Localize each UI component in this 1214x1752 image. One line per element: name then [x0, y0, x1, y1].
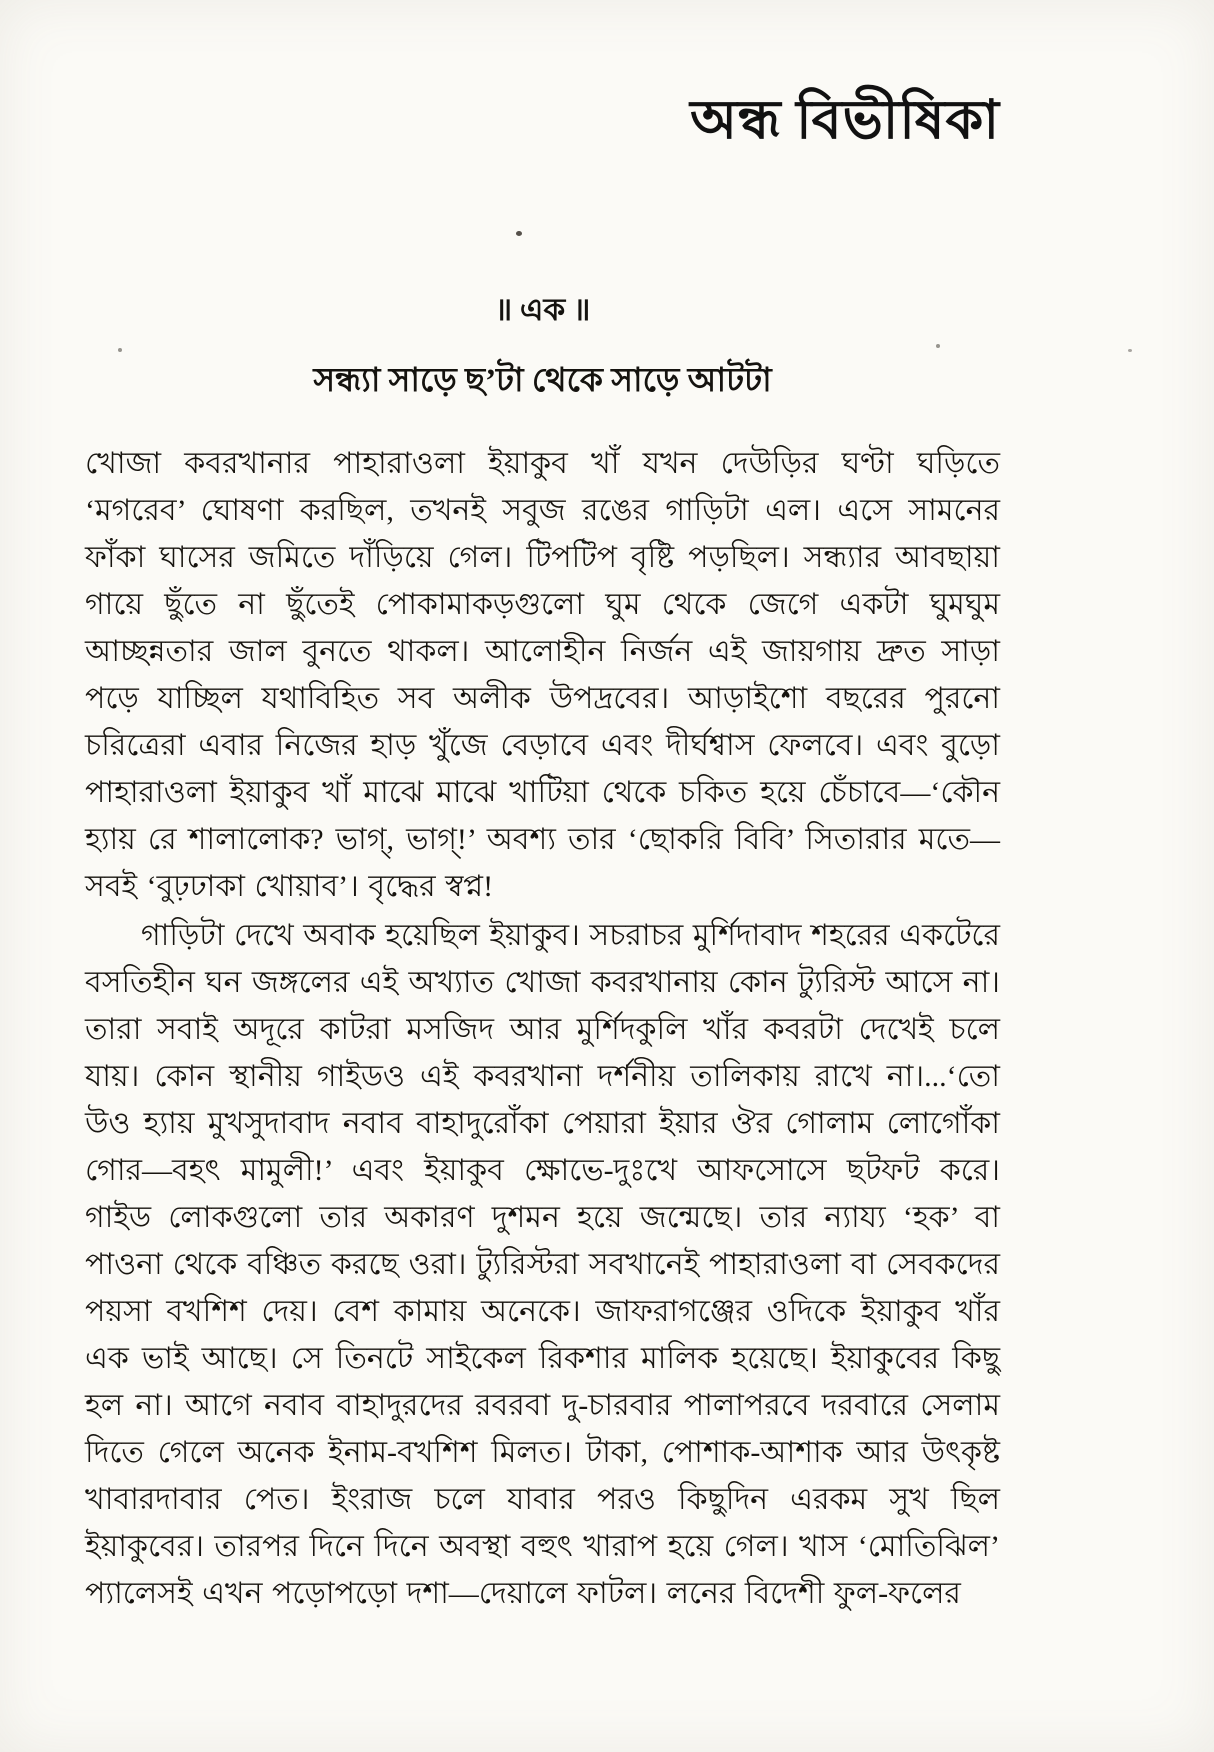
text-column — [85, 0, 1000, 1617]
section-number-marker: ॥ এক ॥ — [494, 292, 591, 327]
paragraph-1: খোজা কবরখানার পাহারাওলা ইয়াকুব খাঁ যখন দেউড়ির ঘণ্টা ঘড়িতে ‘মগরেব’ ঘোষণা করছিল, তখনই সবুজ রঙের গাড়িটা এল। এসে সামনের ফাঁকা ঘাসের জমিতে দাঁড়িয়ে গেল। টিপটিপ বৃষ্টি পড়ছিল। সন্ধ্যার আবছায়া গায়ে ছুঁতে না ছুঁতেই পোকামাকড়গুলো ঘুম থেকে জেগে একটা ঘুমঘুম আচ্ছন্নতার জাল বুনতে থাকল। আলোহীন নির্জন এই জায়গায় দ্রুত সাড়া পড়ে যাচ্ছিল যথাবিহিত সব অলীক উপদ্রবের। আড়াইশো বছরের পুরনো চরিত্রেরা এবার নিজের হাড় খুঁজে বেড়াবে এবং দীর্ঘশ্বাস ফেলবে। এবং বুড়ো পাহারাওলা ইয়াকুব খাঁ মাঝে মাঝে খাটিয়া থেকে চকিত হয়ে চেঁচাবে—‘কৌন হ্যায় রে শালালোক? ভাগ্‌, ভাগ্‌!’ অবশ্য তার ‘ছোকরি বিবি’ সিতারার মতে—সবই ‘বুঢ়ঢাকা খোয়াব’। বৃদ্ধের স্বপ্ন! — [85, 447, 1000, 903]
chapter-title: অন্ধ বিভীষিকা — [690, 90, 1000, 150]
body-text — [85, 440, 1000, 1617]
chapter-subtitle: সন্ধ্যা সাড়ে ছ’টা থেকে সাড়ে আটটা — [313, 363, 772, 399]
paragraph-2: গাড়িটা দেখে অবাক হয়েছিল ইয়াকুব। সচরাচর মুর্শিদাবাদ শহরের একটেরে বসতিহীন ঘন জঙ্গলের এই অখ্যাত খোজা কবরখানায় কোন ট্যুরিস্ট আসে না। তারা সবাই অদূরে কাটরা মসজিদ আর মুর্শিদকুলি খাঁর কবরটা দেখেই চলে যায়। কোন স্থানীয় গাইডও এই কবরখানা দর্শনীয় তালিকায় রাখে না।...‘তো উও হ্যায় মুখসুদাবাদ নবাব বাহাদুরোঁকা পেয়ারা ইয়ার ঔর গোলাম লোগোঁকা গোর—বহৎ মামুলী!’ এবং ইয়াকুব ক্ষোভে-দুঃখে আফসোসে ছটফট করে। গাইড লোকগুলো তার অকারণ দুশমন হয়ে জন্মেছে। তার ন্যায্য ‘হক’ বা পাওনা থেকে বঞ্চিত করছে ওরা। ট্যুরিস্টরা সবখানেই পাহারাওলা বা সেবকদের পয়সা বখশিশ দেয়। বেশ কামায় অনেকে। জাফরাগঞ্জের ওদিকে ইয়াকুব খাঁর এক ভাই আছে। সে তিনটে সাইকেল রিকশার মালিক হয়েছে। ইয়াকুবের কিছু হল না। আগে নবাব বাহাদুরদের রবরবা দু-চারবার পালাপরবে দরবারে সেলাম দিতে গেলে অনেক ইনাম-বখশিশ মিলত। টাকা, পোশাক-আশাক আর উৎকৃষ্ট খাবারদাবার পেত। ইংরাজ চলে যাবার পরও কিছুদিন এরকম সুখ ছিল ইয়াকুবের। তারপর দিনে দিনে অবস্থা বহুৎ খারাপ হয়ে গেল। খাস ‘মোতিঝিল’ প্যালেসই এখন পড়োপড়ো দশা—দেয়ালে ফাটল। লনের বিদেশী ফুল-ফলের — [85, 919, 1000, 1610]
scan-speck — [1128, 349, 1132, 352]
